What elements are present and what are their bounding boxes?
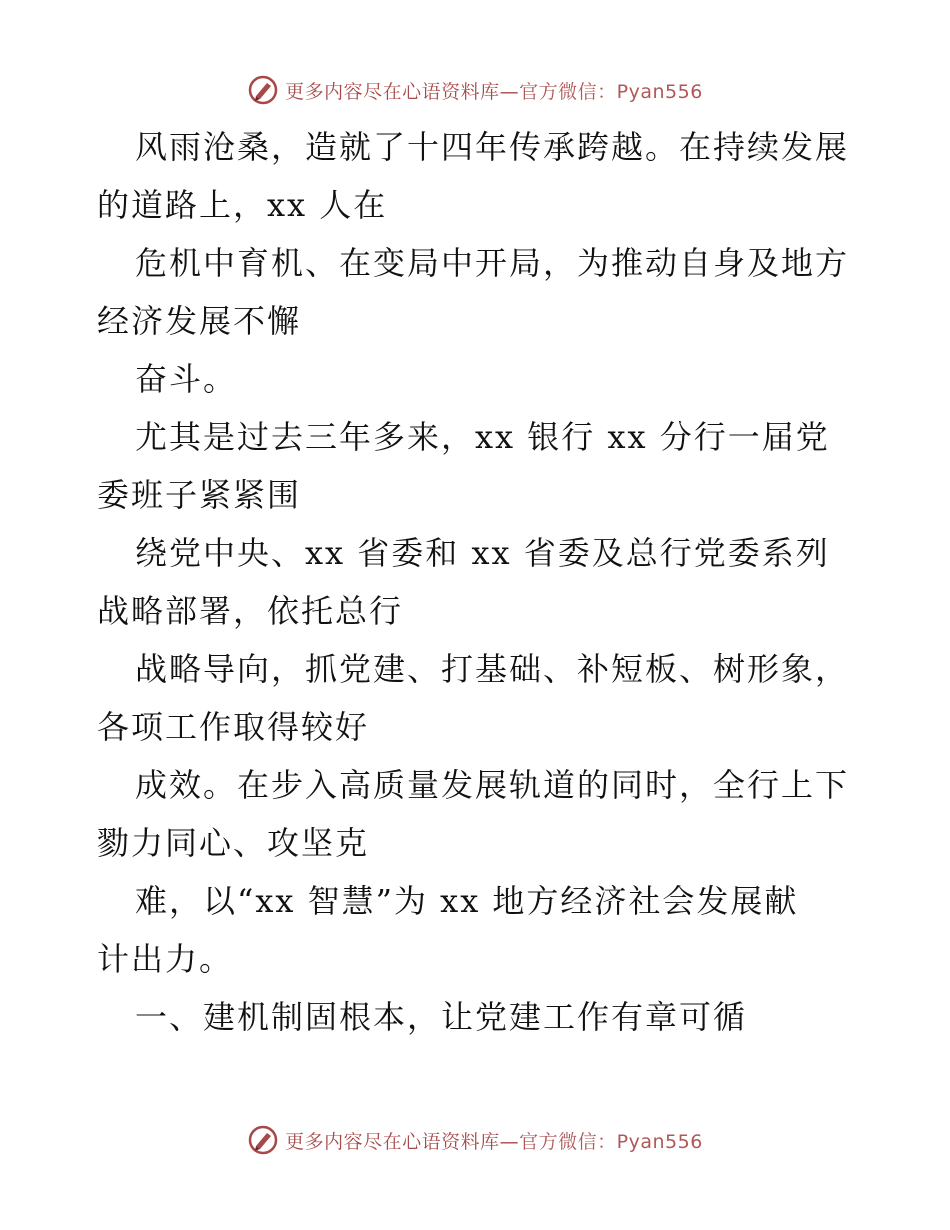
text-line: 尤其是过去三年多来，xx 银行 xx 分行一届党 — [135, 418, 830, 456]
section-heading: 一、建机制固根本，让党建工作有章可循 — [135, 998, 748, 1036]
logo-icon — [247, 1124, 279, 1156]
text-line: 危机中育机、在变局中开局，为推动自身及地方 — [135, 244, 850, 282]
text-line: 各项工作取得较好 — [97, 708, 370, 746]
text-line: 战略导向，抓党建、打基础、补短板、树形象， — [135, 650, 850, 688]
header-banner — [0, 70, 950, 110]
banner-wechat: 官方微信：Pyan556 — [519, 1130, 703, 1153]
footer-banner — [0, 1120, 950, 1160]
text-line: 风雨沧桑，造就了十四年传承跨越。在持续发展 — [135, 128, 850, 166]
text-line: 委班子紧紧围 — [97, 476, 302, 514]
text-line: 计出力。 — [97, 940, 234, 978]
text-line: 绕党中央、xx 省委和 xx 省委及总行党委系列 — [135, 534, 830, 572]
banner-title: 更多内容尽在心语资料库— — [285, 1130, 520, 1153]
banner-title: 更多内容尽在心语资料库— — [285, 80, 520, 103]
text-line: 战略部署，依托总行 — [97, 592, 404, 630]
document-body — [97, 118, 857, 1046]
text-line: 的道路上，xx 人在 — [97, 186, 388, 224]
banner-wechat: 官方微信：Pyan556 — [519, 80, 703, 103]
text-line: 奋斗。 — [135, 360, 238, 398]
text-line: 难，以“xx 智慧”为 xx 地方经济社会发展献 — [135, 882, 799, 920]
text-line: 经济发展不懈 — [97, 302, 302, 340]
text-line: 勠力同心、攻坚克 — [97, 824, 370, 862]
banner-text — [285, 1127, 703, 1154]
banner-text — [285, 77, 703, 104]
logo-icon — [247, 74, 279, 106]
text-line: 成效。在步入高质量发展轨道的同时，全行上下 — [135, 766, 850, 804]
